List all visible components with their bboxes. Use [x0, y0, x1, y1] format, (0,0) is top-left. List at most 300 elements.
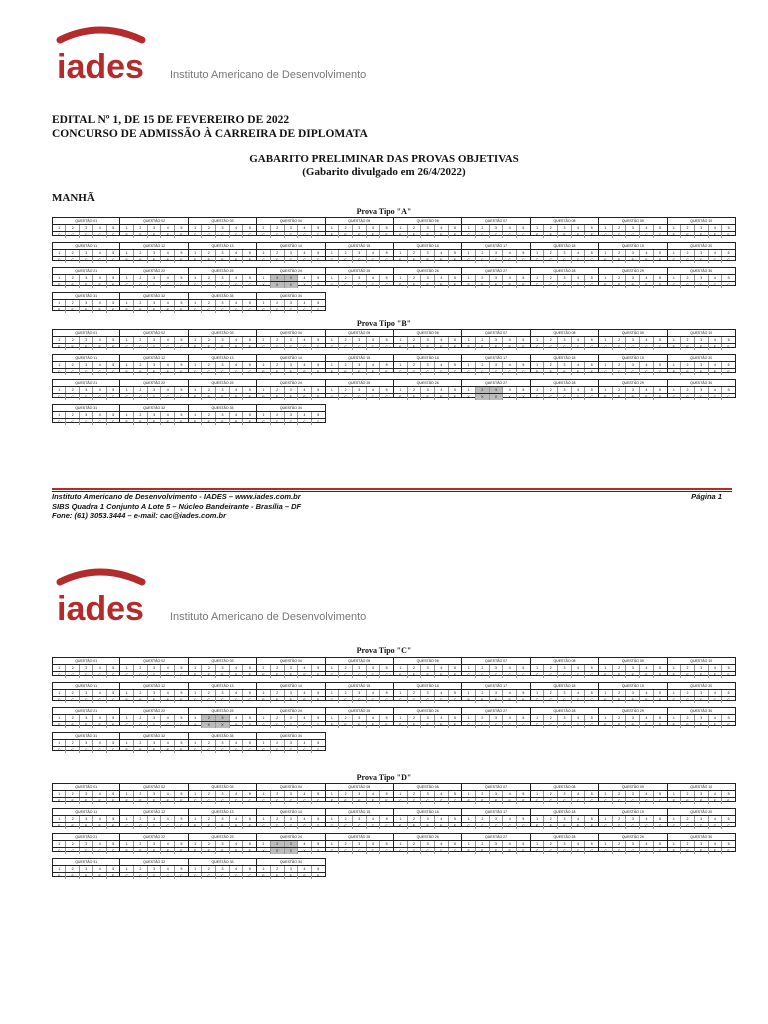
option-number: 5 — [248, 716, 251, 720]
option-number: 3 — [285, 690, 299, 696]
option-number: 3 — [80, 791, 93, 797]
question-header: QUESTÃO 31 — [53, 293, 119, 300]
option-numbers — [394, 225, 461, 232]
option-number: 1 — [120, 740, 134, 746]
option-number: 5 — [180, 741, 183, 745]
option-numbers — [53, 841, 119, 848]
option-number: 5 — [180, 276, 183, 280]
answer-letter: C — [161, 344, 175, 350]
question-header: QUESTÃO 29 — [599, 708, 666, 715]
option-number: 5 — [659, 716, 662, 720]
option-number: 1 — [326, 816, 340, 822]
option-number: 5 — [454, 666, 456, 670]
option-numbers — [120, 275, 187, 282]
option-number: 1 — [53, 841, 66, 847]
option-number: 1 — [120, 841, 134, 847]
option-number: 2 — [408, 816, 422, 822]
option-number: 2 — [134, 866, 148, 872]
answer-letters — [394, 722, 461, 728]
answer-letter: C — [93, 419, 106, 425]
option-numbers — [462, 665, 529, 672]
option-numbers — [257, 715, 324, 722]
answer-letter: E — [93, 722, 106, 728]
question-cell — [326, 707, 394, 726]
question-cell — [394, 379, 462, 398]
option-number: 2 — [613, 250, 627, 256]
option-number: 5 — [727, 226, 730, 230]
option-number: 2 — [134, 816, 148, 822]
answer-letter: C — [695, 257, 709, 263]
option-number: 2 — [202, 690, 216, 696]
answer-letter: E — [161, 747, 175, 753]
answer-letter: C — [326, 672, 340, 678]
option-number: 3 — [148, 387, 162, 393]
question-cell — [52, 404, 120, 423]
question-cell — [326, 379, 394, 398]
option-number: 3 — [148, 225, 162, 231]
answer-letters — [189, 848, 256, 854]
answer-letter: C — [462, 257, 476, 263]
option-number: 4 — [93, 412, 106, 418]
option-number: 1 — [531, 665, 545, 671]
answer-letter: E — [695, 672, 709, 678]
option-number: 4 — [367, 275, 381, 281]
option-number: 1 — [531, 362, 545, 368]
option-number: 1 — [326, 665, 340, 671]
answer-letter: E — [613, 394, 627, 400]
answer-letter: C — [490, 672, 504, 678]
question-cell — [52, 379, 120, 398]
answer-letter: C — [558, 848, 572, 854]
answer-letter: C — [339, 823, 353, 829]
answer-letters — [668, 823, 735, 829]
option-number: 3 — [558, 816, 572, 822]
answer-letter: C — [53, 257, 66, 263]
answer-letter: C — [80, 419, 93, 425]
answer-letter: C — [709, 282, 723, 288]
answer-letter: E — [613, 697, 627, 703]
option-number: 2 — [408, 275, 422, 281]
question-row — [52, 808, 736, 827]
answer-letter: E — [408, 823, 422, 829]
answer-letter: E — [367, 798, 381, 804]
option-numbers — [668, 337, 735, 344]
option-numbers — [53, 690, 119, 697]
option-number: 2 — [134, 791, 148, 797]
option-number: 4 — [709, 715, 723, 721]
question-cell — [326, 242, 394, 261]
option-number: 3 — [421, 250, 435, 256]
answer-letter: C — [316, 824, 320, 828]
answer-letter: C — [271, 747, 285, 753]
option-number: 3 — [285, 715, 299, 721]
question-header: QUESTÃO 24 — [257, 268, 324, 275]
option-number: 4 — [161, 337, 175, 343]
answer-letters — [53, 747, 119, 753]
option-number: 1 — [189, 412, 203, 418]
option-numbers — [53, 791, 119, 798]
option-number: 3 — [353, 387, 367, 393]
option-numbers — [326, 791, 393, 798]
answer-letter: C — [271, 798, 285, 804]
option-number: 5 — [180, 251, 183, 255]
answer-letter: C — [148, 823, 162, 829]
option-numbers — [326, 387, 393, 394]
question-cell — [52, 833, 120, 852]
answer-letter: E — [353, 722, 367, 728]
answer-letter: C — [339, 697, 353, 703]
question-cell — [257, 858, 325, 877]
answer-letter: E — [202, 344, 216, 350]
option-numbers — [189, 412, 256, 419]
answer-letter: E — [112, 824, 115, 828]
answer-letter: E — [53, 307, 66, 313]
option-number: 3 — [353, 665, 367, 671]
question-header: QUESTÃO 31 — [53, 405, 119, 412]
option-number: 2 — [134, 412, 148, 418]
question-header: QUESTÃO 08 — [531, 218, 598, 225]
answer-letters — [531, 369, 598, 375]
option-number: 3 — [148, 300, 162, 306]
option-number: 3 — [421, 665, 435, 671]
option-number: 5 — [112, 338, 115, 342]
option-numbers — [462, 275, 529, 282]
option-number: 3 — [558, 841, 572, 847]
question-header: QUESTÃO 07 — [462, 330, 529, 337]
option-number: 2 — [202, 841, 216, 847]
answer-letter: C — [148, 282, 162, 288]
option-number: 4 — [503, 362, 517, 368]
option-numbers — [668, 250, 735, 257]
option-number: 4 — [298, 250, 312, 256]
answer-letter: C — [93, 697, 106, 703]
answer-letter: E — [134, 848, 148, 854]
option-number: 3 — [558, 665, 572, 671]
option-number: 1 — [120, 387, 134, 393]
option-number: 5 — [522, 338, 525, 342]
answer-letters — [462, 369, 529, 375]
option-number: 5 — [317, 301, 320, 305]
answer-letter: E — [248, 258, 251, 262]
option-number: 4 — [161, 715, 175, 721]
option-number: 5 — [522, 842, 525, 846]
answer-letters — [462, 257, 529, 263]
footer-address — [52, 492, 301, 521]
option-number: 1 — [326, 275, 340, 281]
question-header: QUESTÃO 28 — [531, 380, 598, 387]
option-numbers — [462, 791, 529, 798]
answer-letter: E — [421, 722, 435, 728]
answer-letter: E — [503, 282, 517, 288]
section-label: MANHÃ — [52, 192, 95, 204]
option-numbers — [257, 816, 324, 823]
answer-letters — [257, 257, 324, 263]
answer-letter: E — [93, 873, 106, 879]
answer-letters — [120, 419, 187, 425]
option-number: 5 — [659, 363, 662, 367]
answer-letter: C — [476, 672, 490, 678]
answer-letters — [326, 823, 393, 829]
option-number: 1 — [53, 362, 66, 368]
logo-wordmark: iades — [57, 590, 144, 624]
answer-letter: E — [572, 232, 586, 238]
answer-letter: C — [248, 698, 252, 702]
option-numbers — [462, 250, 529, 257]
option-number: 5 — [590, 842, 593, 846]
answer-letter: E — [385, 799, 388, 803]
answer-letter: E — [658, 723, 662, 727]
question-header: QUESTÃO 12 — [120, 683, 187, 690]
answer-letters — [189, 419, 256, 425]
question-header: QUESTÃO 29 — [599, 268, 666, 275]
option-number: 3 — [626, 816, 640, 822]
option-numbers — [53, 412, 119, 419]
answer-letter: E — [271, 873, 285, 879]
answer-letter: E — [490, 697, 504, 703]
answer-letter: C — [202, 369, 216, 375]
option-number: 2 — [66, 816, 79, 822]
question-cell — [599, 267, 667, 286]
option-number: 1 — [326, 337, 340, 343]
answer-letter: E — [148, 307, 162, 313]
option-number: 4 — [298, 816, 312, 822]
answer-letter: E — [298, 394, 312, 400]
answer-letter: E — [230, 257, 244, 263]
answer-letter: E — [544, 823, 558, 829]
option-number: 3 — [148, 250, 162, 256]
option-number: 1 — [120, 362, 134, 368]
answer-letter: E — [271, 394, 285, 400]
answer-letter: X — [271, 282, 285, 288]
option-number: 2 — [681, 362, 695, 368]
answer-letter: E — [613, 672, 627, 678]
question-header: QUESTÃO 16 — [394, 243, 461, 250]
option-number: 2 — [134, 387, 148, 393]
option-number: 4 — [93, 690, 106, 696]
answer-letter: C — [93, 848, 106, 854]
option-number: 2 — [271, 362, 285, 368]
option-number: 1 — [599, 387, 613, 393]
option-numbers — [257, 225, 324, 232]
question-cell — [599, 707, 667, 726]
question-cell — [326, 833, 394, 852]
answer-letters — [326, 232, 393, 238]
option-numbers — [120, 225, 187, 232]
question-cell — [257, 783, 325, 802]
option-number: 3 — [216, 690, 230, 696]
answer-letter: C — [408, 697, 422, 703]
question-cell — [531, 707, 599, 726]
footer-line-3: Fone: (61) 3053.3444 – e-mail: cac@iades.com.br — [52, 511, 227, 520]
answer-letter: X — [317, 283, 320, 287]
answer-letter: E — [53, 873, 66, 879]
answer-letter: C — [544, 344, 558, 350]
answer-letter: C — [394, 848, 408, 854]
answer-letter: E — [93, 344, 106, 350]
answer-letter: E — [120, 798, 134, 804]
option-number: 5 — [180, 363, 183, 367]
answer-letters — [599, 369, 666, 375]
question-cell — [189, 808, 257, 827]
option-number: 2 — [271, 275, 285, 281]
option-number: 5 — [180, 413, 183, 417]
answer-letter: C — [326, 823, 340, 829]
question-header: QUESTÃO 03 — [189, 218, 256, 225]
answer-letter: E — [681, 798, 695, 804]
answer-letter: E — [298, 873, 312, 879]
option-numbers — [531, 387, 598, 394]
option-number: 5 — [659, 817, 662, 821]
brand-subtitle-page-2: Instituto Americano de Desenvolvimento — [170, 611, 367, 623]
option-numbers — [257, 841, 324, 848]
option-number: 1 — [462, 665, 476, 671]
answer-letter: E — [53, 722, 66, 728]
question-cell — [189, 242, 257, 261]
answer-letter: X — [216, 722, 230, 728]
answer-letter: E — [134, 369, 148, 375]
answer-letter: C — [522, 233, 525, 237]
answer-letter: E — [709, 848, 723, 854]
answer-letter: E — [202, 394, 216, 400]
answer-letters — [668, 369, 735, 375]
option-numbers — [189, 816, 256, 823]
answer-letter: C — [626, 232, 640, 238]
answer-letter: C — [695, 394, 709, 400]
answer-letter: C — [544, 722, 558, 728]
option-number: 4 — [435, 665, 449, 671]
answer-letter: E — [161, 419, 175, 425]
option-number: 5 — [248, 276, 251, 280]
option-number: 5 — [590, 716, 593, 720]
answer-letter: E — [66, 282, 79, 288]
option-numbers — [120, 690, 187, 697]
question-cell — [52, 732, 120, 751]
option-numbers — [531, 816, 598, 823]
answer-letter: E — [599, 722, 613, 728]
answer-letter: C — [189, 282, 203, 288]
option-number: 2 — [408, 387, 422, 393]
option-number: 5 — [454, 226, 456, 230]
answer-letter: E — [453, 258, 457, 262]
answer-letter: E — [385, 723, 388, 727]
option-numbers — [668, 715, 735, 722]
answer-letter: E — [257, 697, 271, 703]
option-number: 2 — [476, 387, 490, 393]
option-number: 2 — [681, 791, 695, 797]
question-header: QUESTÃO 13 — [189, 243, 256, 250]
option-number: 2 — [408, 715, 422, 721]
question-header: QUESTÃO 26 — [394, 834, 461, 841]
option-number: 1 — [599, 665, 613, 671]
question-cell — [599, 379, 667, 398]
question-cell — [120, 379, 188, 398]
option-numbers — [326, 690, 393, 697]
option-number: 5 — [454, 691, 456, 695]
answer-letter: C — [316, 723, 320, 727]
answer-letter: C — [476, 823, 490, 829]
answer-letter: E — [476, 344, 490, 350]
option-number: 5 — [180, 226, 183, 230]
option-number: 2 — [339, 715, 353, 721]
option-number: 4 — [230, 387, 244, 393]
answer-letters — [462, 672, 529, 678]
option-numbers — [53, 387, 119, 394]
option-number: 3 — [626, 665, 640, 671]
option-numbers — [599, 665, 666, 672]
answer-letter: E — [189, 344, 203, 350]
option-number: 4 — [161, 387, 175, 393]
option-number: 5 — [727, 363, 730, 367]
answer-letter: C — [353, 848, 367, 854]
answer-letter: E — [658, 673, 662, 677]
answer-letter: X — [317, 849, 320, 853]
option-number: 5 — [727, 276, 730, 280]
question-header: QUESTÃO 21 — [53, 834, 119, 841]
option-number: 2 — [544, 387, 558, 393]
option-number: 4 — [298, 866, 312, 872]
option-number: 4 — [503, 250, 517, 256]
option-number: 2 — [66, 362, 79, 368]
option-numbers — [531, 362, 598, 369]
answer-grid-a — [52, 217, 736, 317]
answer-letters — [53, 848, 119, 854]
option-numbers — [257, 250, 324, 257]
option-number: 3 — [695, 250, 709, 256]
answer-letter: E — [640, 282, 654, 288]
question-row — [52, 217, 736, 236]
option-number: 4 — [93, 362, 106, 368]
answer-letter: C — [658, 370, 662, 374]
option-number: 2 — [271, 841, 285, 847]
option-number: 5 — [112, 251, 115, 255]
answer-letter: C — [590, 799, 594, 803]
option-number: 2 — [271, 816, 285, 822]
answer-letter: E — [216, 419, 230, 425]
option-number: 1 — [668, 225, 682, 231]
option-number: 5 — [590, 817, 593, 821]
answer-letter: C — [111, 233, 115, 237]
answer-letter: C — [148, 873, 162, 879]
option-numbers — [326, 841, 393, 848]
answer-letter: C — [599, 369, 613, 375]
answer-letter: E — [248, 420, 251, 424]
question-cell — [52, 242, 120, 261]
option-number: 4 — [93, 866, 106, 872]
question-cell — [668, 354, 736, 373]
question-row — [52, 242, 736, 261]
question-cell — [120, 858, 188, 877]
question-cell — [257, 379, 325, 398]
answer-letter: E — [531, 823, 545, 829]
question-cell — [668, 267, 736, 286]
answer-letter: C — [599, 848, 613, 854]
answer-letter: X — [257, 848, 271, 854]
option-numbers — [257, 740, 324, 747]
question-header: QUESTÃO 33 — [189, 733, 256, 740]
answer-letters — [531, 848, 598, 854]
answer-letter: C — [695, 282, 709, 288]
answer-letter: C — [230, 307, 244, 313]
option-number: 2 — [544, 337, 558, 343]
answer-letter: C — [134, 672, 148, 678]
answer-letter: E — [317, 673, 320, 677]
option-numbers — [531, 225, 598, 232]
answer-letter: C — [490, 232, 504, 238]
answer-letters — [189, 307, 256, 313]
option-number: 2 — [66, 300, 79, 306]
question-header: QUESTÃO 07 — [462, 218, 529, 225]
option-number: 4 — [709, 387, 723, 393]
